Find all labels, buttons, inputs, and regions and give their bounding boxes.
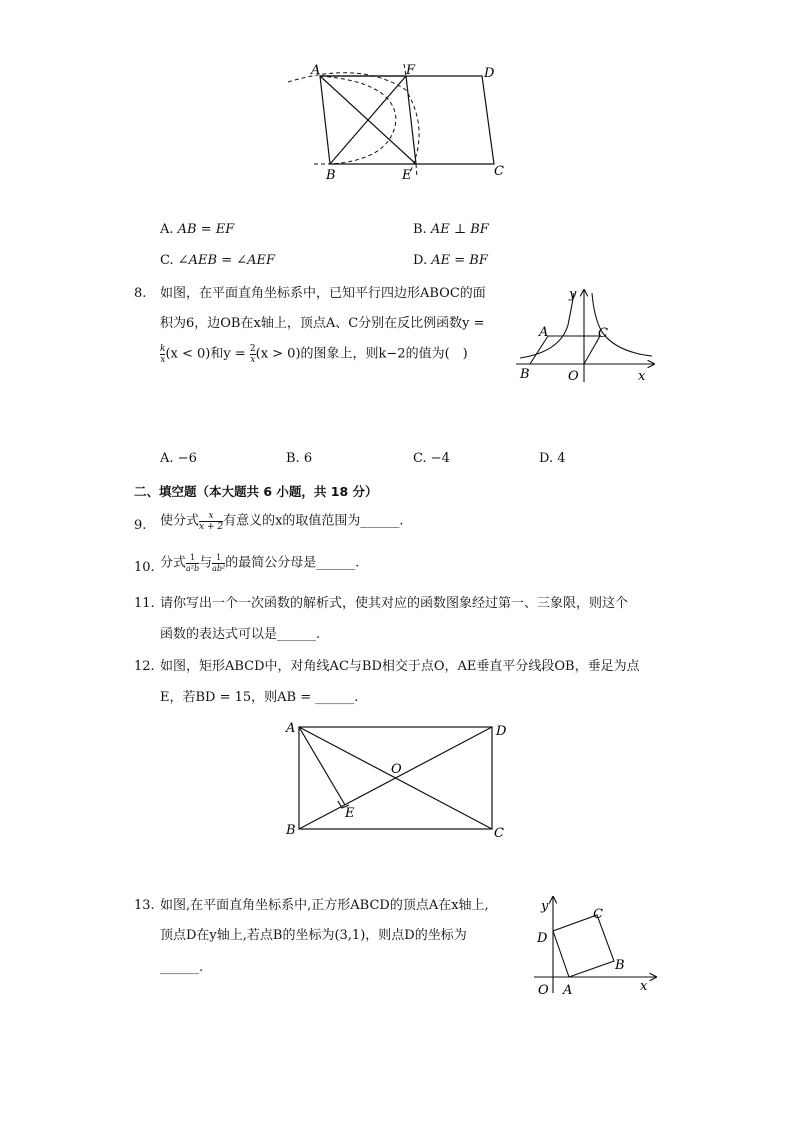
q12-label-a: A — [286, 721, 296, 736]
q7-option-d — [413, 253, 488, 269]
q8-figure — [510, 284, 660, 384]
q12-label-b: B — [286, 823, 296, 838]
fig7-label-b: B — [326, 168, 336, 183]
q7-option-b — [413, 222, 489, 238]
frac-den: x — [250, 355, 256, 365]
q8-option-a — [160, 451, 197, 467]
q8-line-3 — [160, 344, 468, 372]
q9-pre: 使分式 — [160, 513, 200, 529]
q8-label-a: A — [539, 325, 549, 340]
option-letter: D. — [539, 451, 554, 466]
q9-text — [160, 511, 404, 539]
arc-2 — [320, 76, 396, 164]
q8-label-o: O — [568, 369, 579, 384]
q10-number: 10. — [134, 560, 155, 575]
q8-label-c: C — [598, 326, 608, 341]
q10-pre: 分式 — [160, 555, 187, 571]
option-letter: C. — [160, 253, 174, 268]
q11-line-1: 请你写出一个一次函数的解析式，使其对应的函数图象经过第一、三象限，则这个 — [160, 596, 629, 611]
segment-bf — [330, 76, 406, 164]
fig7-label-c: C — [494, 164, 504, 179]
frac-den: ab² — [212, 564, 226, 573]
q10-post: 的最简公分母是______. — [225, 555, 360, 571]
fraction-1-over-a2b — [186, 553, 199, 574]
q12-line-1: 如图，矩形ABCD中，对角线AC与BD相交于点O，AE垂直平分线段OB，垂足为点 — [160, 659, 640, 674]
parallelogram-aboc — [530, 336, 600, 364]
option-text: −6 — [177, 451, 197, 466]
frac-num: k — [160, 344, 166, 354]
q13-label-b: B — [615, 958, 625, 973]
q11-line-2: 函数的表达式可以是______. — [160, 627, 321, 642]
q8-line-3a: (x < 0)和y = — [165, 346, 246, 362]
fig7-label-e: E — [402, 168, 412, 183]
frac-num: 1 — [190, 553, 196, 562]
q13-label-y: y — [541, 899, 549, 914]
q13-label-c: C — [593, 907, 603, 922]
q12-label-d: D — [496, 724, 507, 739]
segment-fe — [406, 76, 416, 164]
q13-number: 13. — [134, 898, 155, 913]
option-text: ∠AEB = ∠AEF — [177, 253, 276, 268]
q9-post: 有意义的x的取值范围为______. — [223, 513, 404, 529]
q8-option-b — [286, 451, 312, 467]
square-abcd — [553, 915, 614, 977]
q12-figure — [282, 718, 514, 844]
option-letter: A. — [160, 222, 174, 237]
q12-label-c: C — [494, 826, 504, 841]
q11-number: 11. — [134, 596, 155, 611]
q12-number: 12. — [134, 659, 155, 674]
frac-den: a²b — [186, 564, 200, 573]
fraction-x-over-x-plus-2 — [199, 511, 223, 532]
option-text: AE = BF — [431, 253, 488, 268]
q7-option-c — [160, 253, 275, 269]
option-text: AB = EF — [177, 222, 235, 237]
q7-option-a — [160, 222, 234, 238]
q13-label-x: x — [640, 979, 648, 994]
q13-label-o: O — [538, 983, 549, 998]
q8-label-x: x — [638, 369, 646, 384]
q13-figure — [528, 890, 662, 1000]
q10-text — [160, 553, 359, 581]
q8-line-1: 如图，在平面直角坐标系中，已知平行四边形ABOC的面 — [160, 286, 486, 301]
frac-den: x — [160, 355, 166, 365]
q9-number: 9. — [134, 518, 147, 533]
q13-label-a: A — [563, 983, 573, 998]
option-letter: C. — [413, 451, 427, 466]
q8-option-d — [539, 451, 566, 467]
option-text: 6 — [303, 451, 313, 466]
q13-label-d: D — [537, 931, 548, 946]
q10-mid: 与 — [199, 555, 213, 571]
q12-label-o: O — [391, 762, 402, 777]
q8-option-c — [413, 451, 450, 467]
q8-number: 8. — [134, 286, 147, 301]
fig7-label-a: A — [311, 63, 321, 78]
option-text: AE ⊥ BF — [430, 222, 489, 237]
curve-right — [592, 293, 652, 356]
q12-line-2: E，若BD = 15，则AB = ______. — [160, 690, 359, 705]
frac-num: x — [208, 511, 214, 521]
section-2-title: 二、填空题（本大题共 6 小题，共 18 分） — [134, 484, 378, 499]
fig7-label-d: D — [484, 66, 495, 81]
option-letter: B. — [413, 222, 427, 237]
q13-line-2: 顶点D在y轴上,若点B的坐标为(3,1)，则点D的坐标为 — [160, 928, 467, 943]
q12-label-e: E — [345, 806, 355, 821]
frac-num: 2 — [249, 344, 256, 354]
q8-label-b: B — [520, 367, 530, 382]
q7-figure — [280, 58, 520, 188]
q13-line-3: ______. — [160, 960, 204, 975]
arc-1 — [288, 73, 419, 172]
q8-label-y: y — [569, 287, 577, 302]
frac-den: x + 2 — [199, 522, 224, 532]
option-text: −4 — [430, 451, 450, 466]
fig7-label-f: F — [406, 63, 416, 78]
frac-num: 1 — [216, 553, 222, 562]
fraction-1-over-ab2 — [212, 553, 225, 574]
q13-line-1: 如图,在平面直角坐标系中,正方形ABCD的顶点A在x轴上, — [160, 898, 489, 913]
q8-line-2: 积为6，边OB在x轴上，顶点A、C分别在反比例函数y = — [160, 316, 485, 331]
q8-line-3b: (x > 0)的图象上，则k−2的值为( ) — [255, 346, 468, 362]
option-text: 4 — [557, 451, 566, 466]
option-letter: D. — [413, 253, 428, 268]
option-letter: A. — [160, 451, 174, 466]
option-letter: B. — [286, 451, 300, 466]
